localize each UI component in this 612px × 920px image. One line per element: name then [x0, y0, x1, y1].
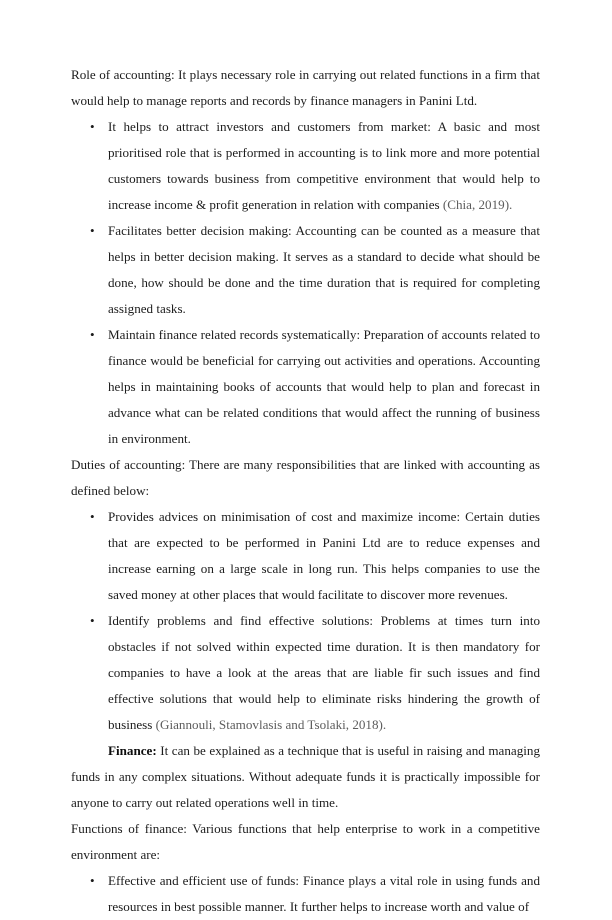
list-item: [71, 608, 540, 738]
list-item: [71, 868, 540, 920]
list-item-text: Facilitates better decision making: Accounting can be counted as a measure that helps in better decision making. It serves as a standard to decide what should be done, how should be done and the time duration that is required for completing assigned tasks.: [108, 223, 540, 316]
finance-lead-label: Finance:: [108, 743, 157, 758]
bullet-glyph-icon: •: [90, 509, 95, 524]
list-item: [71, 218, 540, 322]
bullet-list-duties-of-accounting: [71, 504, 540, 738]
paragraph-functions-of-finance: Functions of finance: Various functions that help enterprise to work in a competitive environment are:: [71, 821, 540, 862]
list-item-text: It helps to attract investors and customers from market: A basic and most prioritised role that is performed in accounting is to link more and more potential customers towards business from competitive environment that would help to increase income & profit generation in relation with companies: [108, 119, 540, 212]
finance-definition-text: It can be explained as a technique that is useful in raising and managing funds in any complex situations. Without adequate funds it is practically impossible for anyone to carry out related operations well in time.: [71, 743, 540, 810]
paragraph-duties-of-accounting: Duties of accounting: There are many responsibilities that are linked with accounting as defined below:: [71, 457, 540, 498]
list-item-text: Identify problems and find effective solutions: Problems at times turn into obstacles if not solved within expected time duration. It is then mandatory for companies to have a look at the areas that are liable fir such issues and find effective solutions that would help to eliminate risks hindering the growth of business: [108, 613, 540, 732]
bullet-glyph-icon: •: [90, 223, 95, 238]
bullet-glyph-icon: •: [90, 327, 95, 342]
citation-reference: (Chia, 2019).: [442, 197, 513, 212]
list-item: [71, 322, 540, 452]
list-item-text: Provides advices on minimisation of cost and maximize income: Certain duties that are expected to be performed in Panini Ltd are to reduce expenses and increase earning on a large scale in long run. This helps companies to use the saved money at other places that would facilitate to discover more revenues.: [108, 509, 540, 602]
paragraph-finance-definition: [71, 738, 540, 816]
bullet-glyph-icon: •: [90, 613, 95, 628]
bullet-list-role-of-accounting: [71, 114, 540, 452]
paragraph-role-of-accounting: Role of accounting: It plays necessary role in carrying out related functions in a firm that would help to manage reports and records by finance managers in Panini Ltd.: [71, 67, 540, 108]
bullet-glyph-icon: •: [90, 119, 95, 134]
citation-reference: (Giannouli, Stamovlasis and Tsolaki, 2018).: [155, 717, 387, 732]
list-item-text: Maintain finance related records systematically: Preparation of accounts related to finance would be beneficial for carrying out activities and operations. Accounting helps in maintaining books of accounts that would help to plan and forecast in advance what can be related conditions that would affect the running of business in environment.: [108, 327, 540, 446]
bullet-glyph-icon: •: [90, 873, 95, 888]
list-item-text: Effective and efficient use of funds: Finance plays a vital role in using funds and resources in best possible manner. It further helps to increase worth and value of: [108, 873, 540, 914]
list-item: [71, 504, 540, 608]
bullet-list-functions-of-finance: [71, 868, 540, 920]
page-content: [71, 62, 540, 920]
list-item: [71, 114, 540, 218]
